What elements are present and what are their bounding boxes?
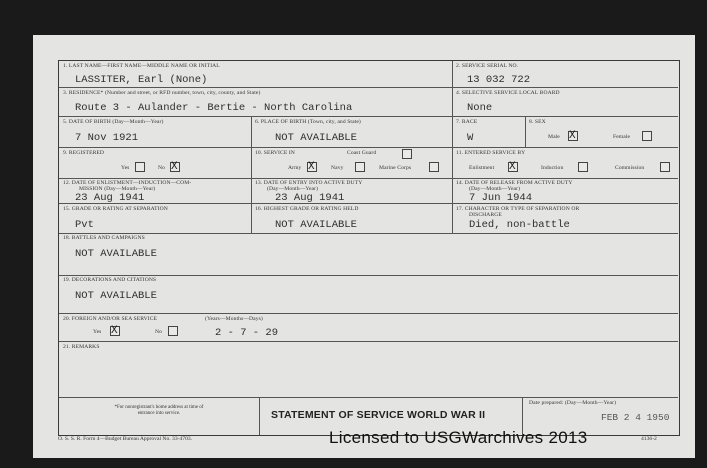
field-label: 4. SELECTIVE SERVICE LOCAL BOARD [456, 90, 560, 96]
field-label: 10. SERVICE IN [255, 150, 295, 156]
field-label: 16. HIGHEST GRADE OR RATING HELD [255, 206, 359, 212]
check-mark: X [509, 161, 516, 173]
entered-induction-label: Induction [541, 165, 564, 171]
date-prepared-stamp: FEB 2 4 1950 [601, 412, 670, 423]
rule [259, 397, 260, 435]
rule [59, 397, 678, 398]
field-label: 15. GRADE OR RATING AT SEPARATION [63, 206, 168, 212]
field-label: 11. ENTERED SERVICE BY [456, 150, 526, 156]
entered-commission-label: Commission [615, 165, 645, 171]
birth-date-value: 7 Nov 1921 [75, 132, 139, 144]
sex-male-checkbox[interactable] [568, 131, 578, 141]
registered-no-checkbox[interactable] [170, 162, 180, 172]
sex-female-checkbox[interactable] [642, 131, 652, 141]
release-date-value: 7 Jun 1944 [469, 192, 533, 204]
field-label: 13. DATE OF ENTRY INTO ACTIVE DUTY [255, 180, 363, 186]
service-coast-guard-checkbox[interactable] [402, 149, 412, 159]
registered-yes-label: Yes [121, 165, 130, 171]
sex-female-label: Female [613, 134, 631, 140]
nonregistrant-note-line: *For nonregistrant's home address at time of [114, 405, 204, 410]
foreign-yes-label: Yes [93, 329, 102, 335]
serial-value: 13 032 722 [467, 74, 531, 86]
service-marine-checkbox[interactable] [429, 162, 439, 172]
field-label: DISCHARGE [469, 212, 502, 218]
field-label: 18. BATTLES AND CAMPAIGNS [63, 235, 145, 241]
license-watermark: Licensed to USGWarchives 2013 [329, 428, 588, 447]
rule [525, 116, 526, 147]
service-navy-checkbox[interactable] [355, 162, 365, 172]
entered-enlistment-checkbox[interactable] [508, 162, 518, 172]
rule [59, 87, 678, 88]
rule [59, 313, 678, 314]
entered-induction-checkbox[interactable] [578, 162, 588, 172]
rule [59, 116, 678, 117]
active-duty-date-value: 23 Aug 1941 [275, 192, 345, 204]
foreign-service-value: 2 - 7 - 29 [215, 327, 279, 339]
service-coast-guard-label: Coast Guard [347, 150, 377, 156]
service-army-checkbox[interactable] [307, 162, 317, 172]
field-label: MISSION (Day—Month—Year) [79, 186, 156, 192]
field-label: 3. RESIDENCE* (Number and street, or RFD number, town, city, county, and State) [63, 90, 261, 96]
rule [59, 203, 678, 204]
sex-male-label: Male [548, 134, 560, 140]
highest-grade-value: NOT AVAILABLE [275, 219, 357, 231]
field-label: 21. REMARKS [63, 344, 100, 350]
grade-separation-value: Pvt [75, 219, 94, 231]
service-navy-label: Navy [331, 165, 344, 171]
field-label-units: (Years—Months—Days) [205, 316, 263, 322]
foreign-no-label: No [155, 329, 163, 335]
field-label: 9. REGISTERED [63, 150, 105, 156]
check-mark: X [569, 130, 576, 142]
rule [59, 147, 678, 148]
field-label: 20. FOREIGN AND/OR SEA SERVICE [63, 316, 158, 322]
registered-yes-checkbox[interactable] [135, 162, 145, 172]
form-frame [58, 60, 680, 436]
rule [59, 233, 678, 234]
field-label: 12. DATE OF ENLISTMENT—INDUCTION—COM- [63, 180, 192, 186]
registered-no-label: No [158, 165, 166, 171]
enlistment-date-value: 23 Aug 1941 [75, 192, 145, 204]
service-statement-card [33, 35, 695, 458]
check-mark: X [111, 325, 118, 337]
form-number: O. S. S. R. Form 4—Budget Bureau Approval No. 33-4703. [58, 436, 193, 442]
date-prepared-label: Date prepared: (Day—Month—Year) [529, 400, 617, 406]
check-mark: X [308, 161, 315, 173]
service-marine-label: Marine Corps [379, 165, 412, 171]
field-label: 19. DECORATIONS AND CITATIONS [63, 277, 157, 283]
rule [59, 341, 678, 342]
entered-enlistment-label: Enlistment [469, 165, 495, 171]
rule [59, 178, 678, 179]
field-label: 17. CHARACTER OR TYPE OF SEPARATION OR [456, 206, 580, 212]
field-label: 5. DATE OF BIRTH (Day—Month—Year) [63, 119, 164, 125]
field-label: 7. RACE [456, 119, 478, 125]
decorations-value: NOT AVAILABLE [75, 290, 157, 302]
form-code: 4136-2 [641, 436, 657, 442]
rule [251, 116, 252, 233]
field-label: 8. SEX [529, 119, 546, 125]
foreign-no-checkbox[interactable] [168, 326, 178, 336]
rule [59, 275, 678, 276]
field-label: 2. SERVICE SERIAL NO. [456, 63, 519, 69]
field-label: (Day—Month—Year) [267, 186, 319, 192]
nonregistrant-note-line: entrance into service. [137, 410, 181, 416]
separation-type-value: Died, non-battle [469, 219, 570, 231]
name-value: LASSITER, Earl (None) [75, 74, 208, 86]
battles-value: NOT AVAILABLE [75, 248, 157, 260]
check-mark: X [171, 161, 178, 173]
field-label: 14. DATE OF RELEASE FROM ACTIVE DUTY [456, 180, 573, 186]
nonregistrant-note [63, 405, 255, 416]
field-label: (Day—Month—Year) [469, 186, 521, 192]
foreign-yes-checkbox[interactable] [110, 326, 120, 336]
rule [452, 61, 453, 233]
draft-board-value: None [467, 102, 493, 114]
service-army-label: Army [288, 165, 302, 171]
race-value: W [467, 132, 474, 144]
field-label: 1. LAST NAME—FIRST NAME—MIDDLE NAME OR INITIAL [63, 63, 220, 69]
birth-place-value: NOT AVAILABLE [275, 132, 357, 144]
field-label: 6. PLACE OF BIRTH (Town, city, and State) [255, 119, 361, 125]
entered-commission-checkbox[interactable] [660, 162, 670, 172]
residence-value: Route 3 - Aulander - Bertie - North Carolina [75, 102, 353, 114]
statement-title: STATEMENT OF SERVICE WORLD WAR II [271, 409, 486, 421]
